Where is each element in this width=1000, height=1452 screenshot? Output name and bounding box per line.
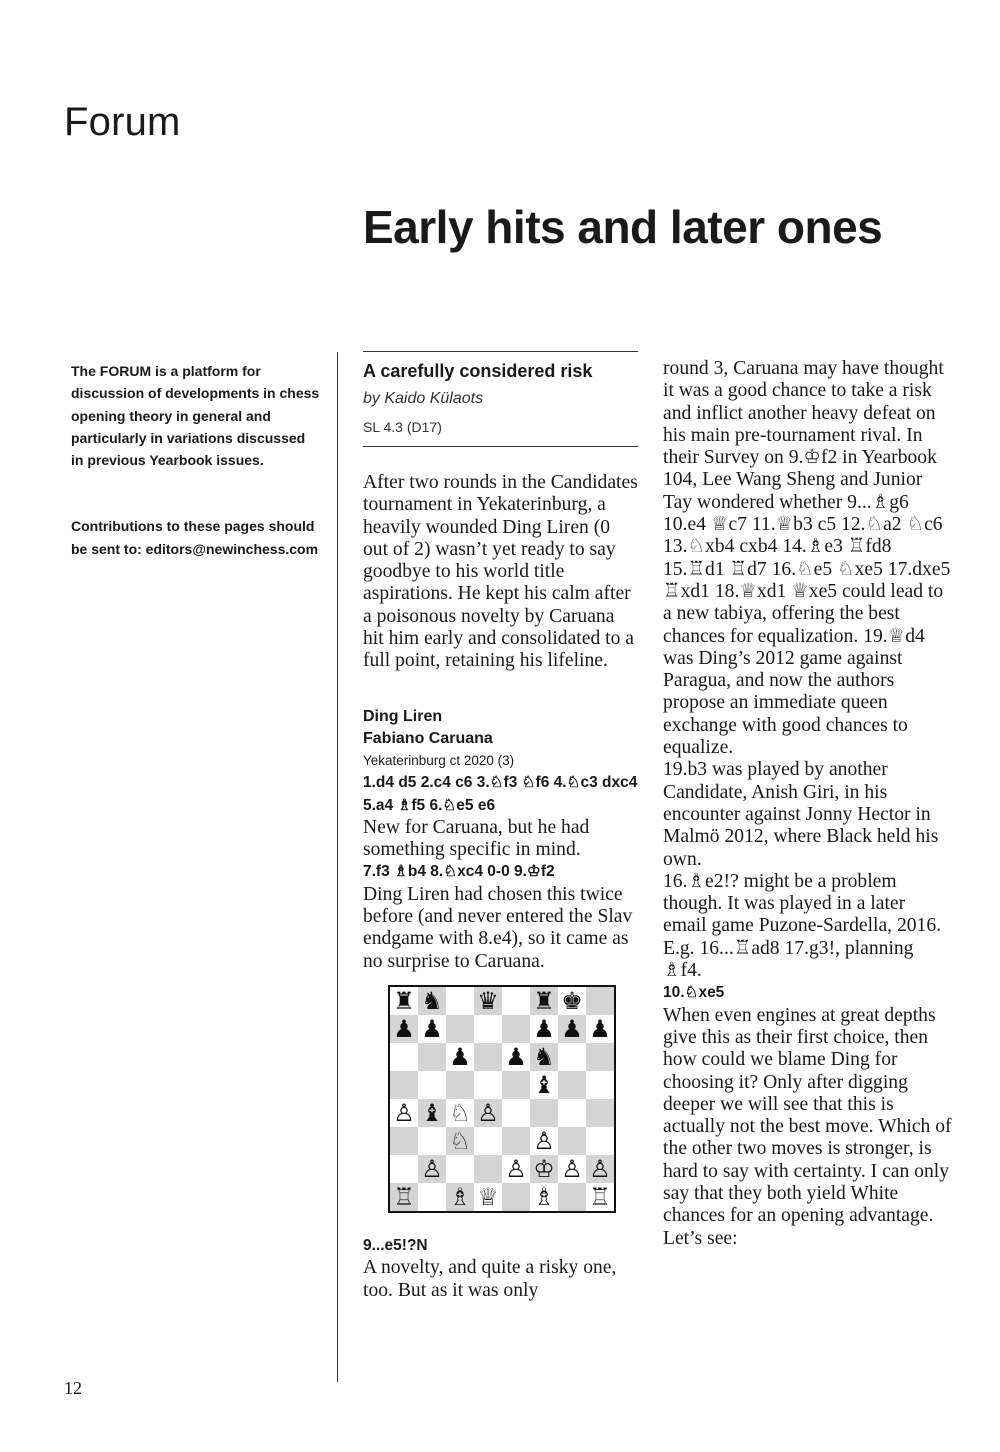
chess-piece-icon: ♖ (393, 1182, 415, 1211)
square-f3 (530, 1127, 558, 1155)
chess-piece-icon: ♔ (533, 1154, 555, 1183)
comment-4: 19.b3 was played by another Candidate, Anish Giri, in his encounter against Jonny Hector in Malmö 2012, where Black held his own. (663, 759, 939, 870)
square-c4 (446, 1099, 474, 1127)
white-player: Ding Liren (363, 707, 443, 725)
square-c5 (446, 1071, 474, 1099)
square-a6 (390, 1043, 418, 1071)
square-c7 (446, 1015, 474, 1043)
square-f1 (530, 1183, 558, 1211)
comment-3-start: A novelty, and quite a risky one, too. But as it was only (363, 1257, 617, 1301)
chess-piece-icon: ♖ (589, 1182, 611, 1211)
article-header (363, 351, 638, 447)
square-g1 (558, 1183, 586, 1211)
chess-piece-icon: ♟ (533, 1014, 555, 1043)
square-e4 (502, 1099, 530, 1127)
square-g7 (558, 1015, 586, 1043)
chess-piece-icon: ♟ (393, 1014, 415, 1043)
chess-piece-icon: ♙ (505, 1154, 527, 1183)
square-h3 (586, 1127, 614, 1155)
square-b2 (418, 1155, 446, 1183)
chess-piece-icon: ♙ (477, 1098, 499, 1127)
chess-piece-icon: ♚ (561, 986, 583, 1015)
chess-piece-icon: ♕ (477, 1182, 499, 1211)
square-e8 (502, 987, 530, 1015)
chess-piece-icon: ♛ (477, 986, 499, 1015)
chess-piece-icon: ♙ (561, 1154, 583, 1183)
square-a2 (390, 1155, 418, 1183)
chess-piece-icon: ♗ (449, 1182, 471, 1211)
square-h4 (586, 1099, 614, 1127)
square-e6 (502, 1043, 530, 1071)
chess-piece-icon: ♜ (393, 986, 415, 1015)
square-d2 (474, 1155, 502, 1183)
square-h2 (586, 1155, 614, 1183)
square-a3 (390, 1127, 418, 1155)
square-d4 (474, 1099, 502, 1127)
square-f8 (530, 987, 558, 1015)
square-b3 (418, 1127, 446, 1155)
square-e3 (502, 1127, 530, 1155)
square-g8 (558, 987, 586, 1015)
article-column-left (363, 351, 638, 1302)
chess-piece-icon: ♙ (421, 1154, 443, 1183)
chess-piece-icon: ♜ (533, 986, 555, 1015)
square-e2 (502, 1155, 530, 1183)
comment-6: When even engines at great depths give this as their first choice, then how could we blame Ding for choosing it? Only after digging deeper we will see that this is actually not the best move. Which of the other two moves is stronger, is hard to say with certainty. I can only say that they both yield White chances for an opening advantage. Let’s see: (663, 1004, 952, 1249)
square-d1 (474, 1183, 502, 1211)
square-d5 (474, 1071, 502, 1099)
square-g2 (558, 1155, 586, 1183)
square-c6 (446, 1043, 474, 1071)
square-b8 (418, 987, 446, 1015)
sidebar (71, 360, 321, 604)
square-g6 (558, 1043, 586, 1071)
black-player: Fabiano Caruana (363, 729, 493, 747)
square-e1 (502, 1183, 530, 1211)
square-f2 (530, 1155, 558, 1183)
comment-1: New for Caruana, but he had something specific in mind. (363, 816, 590, 861)
chess-board (389, 986, 615, 1212)
comment-5: 16.♗e2!? might be a problem though. It was played in a later email game Puzone-Sardella, 2016. E.g. 16...♖ad8 17.g3!, planning ♗f4. (663, 870, 942, 982)
square-f6 (530, 1043, 558, 1071)
column-divider (337, 352, 338, 1382)
square-g3 (558, 1127, 586, 1155)
square-h8 (586, 987, 614, 1015)
chess-piece-icon: ♟ (449, 1042, 471, 1071)
square-b5 (418, 1071, 446, 1099)
square-g5 (558, 1071, 586, 1099)
square-f4 (530, 1099, 558, 1127)
square-e5 (502, 1071, 530, 1099)
comment-3-continued: round 3, Caruana may have thought it was a good chance to take a risk and inflict another heavy defeat on his main pre-tournament rival. In their Survey on 9.♔f2 in Yearbook 104, Lee Wang Sheng and Junior Tay wondered whether 9...♗g6 10.e4 ♕c7 11.♕b3 c5 12.♘a2 ♘c6 13.♘xb4 cxb4 14.♗e3 ♖fd8 15.♖d1 ♖d7 16.♘e5 ♘xe5 17.dxe5 ♖xd1 18.♕xd1 ♕xe5 could lead to a new tabiya, offering the best chances for equalization. 19.♕d4 was Ding’s 2012 game against Paragua, and now the authors propose an immediate queen exchange with good chances to equalize. (663, 358, 951, 759)
square-e7 (502, 1015, 530, 1043)
square-a5 (390, 1071, 418, 1099)
chess-piece-icon: ♟ (561, 1014, 583, 1043)
article-column-right (663, 358, 953, 1250)
article-title: Early hits and later ones (363, 201, 883, 253)
square-f5 (530, 1071, 558, 1099)
chess-piece-icon: ♘ (449, 1098, 471, 1127)
square-b6 (418, 1043, 446, 1071)
square-a1 (390, 1183, 418, 1211)
square-f7 (530, 1015, 558, 1043)
opening-code: SL 4.3 (D17) (363, 419, 442, 435)
square-c8 (446, 987, 474, 1015)
chess-piece-icon: ♞ (533, 1042, 555, 1071)
square-b4 (418, 1099, 446, 1127)
square-d6 (474, 1043, 502, 1071)
chess-piece-icon: ♙ (533, 1126, 555, 1155)
moves-1: 1.d4 d5 2.c4 c6 3.♘f3 ♘f6 4.♘c3 dxc4 5.a4 ♗f5 6.♘e5 e6 (363, 774, 638, 814)
page-number: 12 (64, 1378, 82, 1398)
article-heading: A carefully considered risk (363, 361, 593, 381)
square-d8 (474, 987, 502, 1015)
square-c1 (446, 1183, 474, 1211)
chess-piece-icon: ♙ (589, 1154, 611, 1183)
moves-3: 9...e5!?N (363, 1236, 428, 1254)
chess-piece-icon: ♝ (533, 1070, 555, 1099)
square-g4 (558, 1099, 586, 1127)
chess-piece-icon: ♝ (421, 1098, 443, 1127)
chess-piece-icon: ♟ (505, 1042, 527, 1071)
chess-piece-icon: ♘ (449, 1126, 471, 1155)
chess-piece-icon: ♟ (589, 1014, 611, 1043)
chess-piece-icon: ♗ (533, 1182, 555, 1211)
square-a7 (390, 1015, 418, 1043)
square-c3 (446, 1127, 474, 1155)
article-intro: After two rounds in the Candidates tournament in Yekaterinburg, a heavily wounded Ding Liren (0 out of 2) wasn’t yet ready to say goodbye to his world title aspirations. He kept his calm after a poisonous novelty by Caruana hit him early and consolidated to a full point, retaining his lifeline. (363, 472, 638, 672)
game-event: Yekaterinburg ct 2020 (3) (363, 753, 515, 769)
section-label: Forum (64, 100, 181, 144)
chess-piece-icon: ♟ (421, 1014, 443, 1043)
square-a8 (390, 987, 418, 1015)
chess-piece-icon: ♞ (421, 986, 443, 1015)
article-author: by Kaido Külaots (363, 390, 484, 407)
comment-2: Ding Liren had chosen this twice before (and never entered the Slav endgame with 8.e4), so it came as no surprise to Caruana. (363, 883, 633, 972)
moves-4: 10.♘xe5 (663, 984, 725, 1002)
square-d7 (474, 1015, 502, 1043)
square-h5 (586, 1071, 614, 1099)
square-b7 (418, 1015, 446, 1043)
square-a4 (390, 1099, 418, 1127)
chess-diagram (388, 985, 616, 1213)
square-h7 (586, 1015, 614, 1043)
square-c2 (446, 1155, 474, 1183)
square-b1 (418, 1183, 446, 1211)
sidebar-contributions: Contributions to these pages should be sent to: editors@newinchess.com (71, 518, 319, 557)
sidebar-intro: The FORUM is a platform for discussion of developments in chess opening theory in general and particularly in variations discussed in previous Yearbook issues. (71, 363, 320, 469)
chess-piece-icon: ♙ (393, 1098, 415, 1127)
square-h6 (586, 1043, 614, 1071)
square-d3 (474, 1127, 502, 1155)
moves-2: 7.f3 ♗b4 8.♘xc4 0-0 9.♔f2 (363, 863, 555, 881)
square-h1 (586, 1183, 614, 1211)
